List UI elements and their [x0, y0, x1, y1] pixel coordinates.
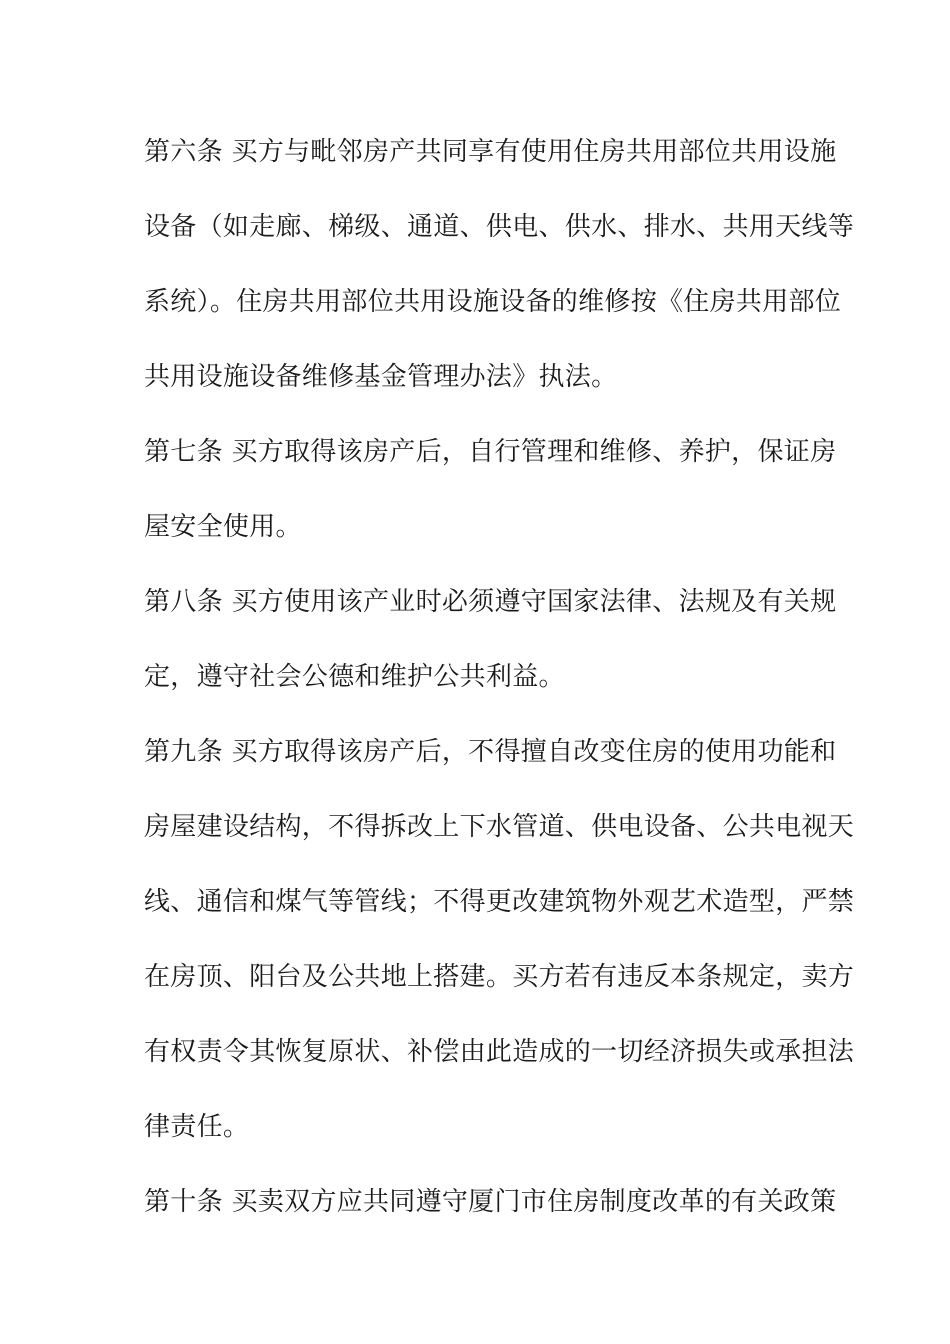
text-line: 第八条 买方使用该产业时必须遵守国家法律、法规及有关规	[144, 587, 837, 617]
text-line: 第九条 买方取得该房产后，不得擅自改变住房的使用功能和	[144, 737, 837, 767]
text-line: 系统）。住房共用部位共用设施设备的维修按《住房共用部位	[144, 287, 842, 317]
text-line: 线、通信和煤气等管线；不得更改建筑物外观艺术造型，严禁	[144, 887, 855, 917]
text-line: 有权责令其恢复原状、补偿由此造成的一切经济损失或承担法	[144, 1037, 855, 1067]
text-line: 第六条 买方与毗邻房产共同享有使用住房共用部位共用设施	[144, 137, 837, 167]
text-line: 设备（如走廊、梯级、通道、供电、供水、排水、共用天线等	[144, 212, 855, 242]
text-line: 共用设施设备维修基金管理办法》执法。	[144, 362, 618, 392]
text-line: 律责任。	[144, 1112, 250, 1142]
text-line: 第七条 买方取得该房产后，自行管理和维修、养护，保证房	[144, 437, 837, 467]
text-line: 屋安全使用。	[144, 512, 302, 542]
text-line: 房屋建设结构，不得拆改上下水管道、供电设备、公共电视天	[144, 812, 855, 842]
text-line: 在房顶、阳台及公共地上搭建。买方若有违反本条规定，卖方	[144, 962, 855, 992]
text-line: 第十条 买卖双方应共同遵守厦门市住房制度改革的有关政策	[144, 1187, 837, 1217]
text-line: 定，遵守社会公德和维护公共利益。	[144, 662, 565, 692]
